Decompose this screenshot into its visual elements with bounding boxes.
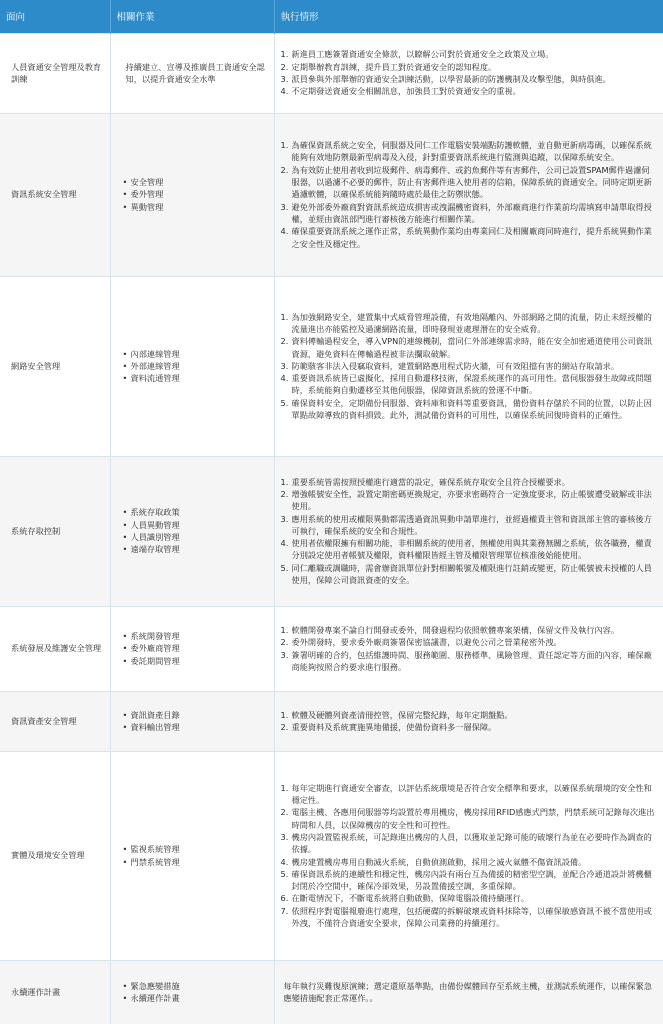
- status-item: 6. 在斷電情況下，不斷電系統將自動啟動，保障電腦設備持續運行。: [280, 893, 529, 904]
- related-work-item: • 異動管理: [123, 201, 268, 213]
- related-work-item: • 資料流通管理: [123, 372, 268, 384]
- status-list: [281, 311, 658, 422]
- related-work-item: • 永續運作計畫: [123, 992, 268, 1004]
- status-item: 4. 使用者依權限擁有相關功能，非相關系統的使用者，無權使用與其業務無關之系統，依各職務，權責分別設定使用者帳號及權限，資料權限皆經主管及權限管理單位核准後始能使用。: [280, 538, 652, 561]
- area-cell: 網路安全管理: [0, 276, 110, 456]
- status-item: 1. 軟體開發專案不論自行開發或委外，開發過程均依照軟體專案架構，保留文件及執行內容。: [280, 624, 620, 635]
- table-row: [0, 113, 663, 276]
- status-cell: [274, 606, 663, 691]
- related-work-item: • 安全管理: [123, 176, 268, 188]
- status-item: 1. 新進員工應簽署資通安全條款，以瞭解公司對於資通安全之政策及立場。: [280, 49, 554, 60]
- related-work-list: [123, 506, 268, 555]
- status-item: 2. 電腦主機、各應用伺服器等均設置於專用機房，機房採用RFID感應式門禁，門禁系統可記錄每次進出時間和人員，以保障機房的安全性和可控性。: [280, 807, 655, 830]
- area-cell: 資訊資產安全管理: [0, 691, 110, 751]
- table-row: [0, 751, 663, 960]
- table-header-row: [0, 0, 663, 33]
- related-work-item: • 系統存取政策: [123, 506, 268, 518]
- area-cell: 實體及環境安全管理: [0, 751, 110, 960]
- table-row: [0, 33, 663, 113]
- related-work-list: [123, 980, 268, 1005]
- area-cell: 系統發展及維護安全管理: [0, 606, 110, 691]
- status-item: 2. 資料傳輸過程安全，導入VPN的連線機制，當同仁外部連線需求時，能在安全加密通道使用公司資訊資源，避免資料在傳輸過程被非法攔取破解。: [280, 336, 653, 359]
- status-item: 5. 確保資訊系統的連續性和穩定性，機房內設有兩台互為備援的精密型空調，並配合冷通道設計將機櫃封閉於冷空間中，確保冷卻效果，另設置備援空調，多重保障。: [280, 868, 652, 892]
- related-work-cell: [110, 691, 274, 751]
- table-row: [0, 276, 663, 456]
- status-list: [281, 48, 658, 97]
- related-work-item: • 委託期間管理: [123, 655, 268, 667]
- related-work-item: • 緊急應變措施: [123, 980, 268, 992]
- status-cell: [274, 456, 663, 606]
- area-cell: 系統存取控制: [0, 456, 110, 606]
- status-item: 1. 為加強網路安全，建置集中式威脅管理設備，有效地隔離內、外部網路之間的流量，防止未經授權的流量進出亦能監控及過濾網路流量，即時發現並處理潛在的安全威脅。: [280, 311, 652, 334]
- related-work-item: • 內部連線管理: [123, 348, 268, 360]
- status-item: 2. 委外開發時，要求委外廠商簽署保密協議書，以避免公司之營業秘密外洩。: [280, 637, 562, 648]
- related-work-cell: [110, 456, 274, 606]
- status-text: 每年執行災難復原演練；選定還原基準點，由備份媒體回存至系統主機，並測試系統運作，以確保緊急應變措施配套正常運作。。: [283, 980, 652, 1004]
- status-item: 3. 應用系統的使用或權限異動都需透過資訊異動申請單進行，並經過權責主管和資訊部主管的審核後方可執行，確保系統的安全和合規性。: [280, 513, 652, 536]
- related-work-list: [123, 348, 268, 385]
- related-work-cell: [110, 276, 274, 456]
- status-list: [281, 139, 658, 250]
- status-item: 1. 軟體及硬體列資產清冊控管，保留完整紀錄，每年定期盤點。: [280, 709, 513, 720]
- status-item: 5. 同仁離職或調職時，需會辦資訊單位針對相關帳號及權限進行註銷或變更，防止帳號被未授權的人員使用，保障公司資訊資產的安全。: [280, 562, 652, 586]
- related-work-item: • 外部連線管理: [123, 360, 268, 372]
- table-row: [0, 456, 663, 606]
- related-work-item: • 監視系統管理: [123, 843, 268, 855]
- status-item: 7. 依照程序對電腦報廢進行處理，包括硬碟的拆解破壞或資料抹除等，以確保敏感資訊不被不當使用或外洩，不僅符合資通安全要求，保障公司業務的持續運行。: [280, 905, 652, 928]
- status-item: 2. 重要資料及系統實施異地備援，使備份資料多一層保障。: [280, 722, 497, 732]
- status-cell: [274, 960, 663, 1024]
- status-item: 5. 確保資料安全，定期備份伺服器、資料庫和資料等重要資訊，備份資料存儲於不同的位置，以防止因單點故障導致的資料損毀。此外，測試備份資料的可用性，以確保系統回復時資料的正確性。: [280, 397, 652, 421]
- status-item: 2. 增強帳號安全性，設置定期密碼更換規定，亦要求密碼符合一定強度要求，防止帳號遭受破解或非法使用。: [280, 488, 652, 512]
- area-cell: 人員資通安全管理及教育訓練: [0, 33, 110, 113]
- related-work-cell: [110, 113, 274, 276]
- related-work-item: • 門禁系統管理: [123, 856, 268, 868]
- related-work-list: [123, 709, 268, 734]
- table-row: [0, 691, 663, 751]
- status-list: [281, 476, 658, 587]
- table-row: [0, 960, 663, 1024]
- related-work-item: • 委外廠商管理: [123, 642, 268, 654]
- status-item: 1. 重要系統皆需按照授權進行適當的設定，確保系統存取安全且符合授權要求。: [280, 476, 570, 487]
- status-item: 2. 定期舉辦教育訓練，提升員工對於資通安全的認知程度。: [280, 61, 497, 72]
- status-item: 1. 每年定期進行資通安全審查，以評估系統環境是否符合安全標準和要求，以確保系統環境的安全性和穩定性。: [280, 782, 652, 806]
- related-work-item: • 資訊資產目錄: [123, 709, 268, 721]
- status-item: 1. 為確保資訊系統之安全，伺服器及同仁工作電腦安裝端點防護軟體，並自動更新病毒碼，以確保系統能夠有效地防禦最新型病毒及入侵，針對重要資訊系統進行監測與追蹤，以保障系統安全。: [280, 140, 652, 163]
- status-item: 3. 防範駭客非法入侵竊取資料，建置網路應用程式防火牆，可有效阻擋有害的網站存取請求。: [280, 360, 620, 371]
- related-work-text: 持續建立、宣導及推廣員工資通安全認知，以提升資通安全水準: [125, 61, 265, 84]
- related-work-cell: [110, 960, 274, 1024]
- status-item: 3. 簽署明確的合約，包括維護時間、服務範圍、服務標準、風險管理、責任認定等方面的內容，確保廠商能夠按照合約要求進行服務。: [280, 649, 652, 672]
- status-item: 4. 不定期發送資通安全相關訊息，加強員工對於資通安全的重視。: [280, 86, 521, 97]
- status-cell: [274, 33, 663, 113]
- table-row: [0, 606, 663, 691]
- related-work-item: • 人員異動管理: [123, 519, 268, 531]
- related-work-list: [123, 630, 268, 667]
- related-work-item: • 人員識別管理: [123, 531, 268, 543]
- related-work-cell: [110, 751, 274, 960]
- header-related-work: 相關作業: [110, 0, 274, 33]
- status-list: [281, 709, 658, 734]
- status-cell: [274, 276, 663, 456]
- related-work-item: • 遠端存取管理: [123, 543, 268, 555]
- related-work-cell: [110, 33, 274, 113]
- status-cell: [274, 113, 663, 276]
- related-work-list: [123, 176, 268, 213]
- status-item: 4. 重要資訊系統皆已虛擬化，採用自動遷移技術，保證系統運作的高可用性。當伺服器發生故障或問題時，系統能夠自動遷移至其他伺服器，保障資訊系統的營運不中斷。: [280, 373, 652, 396]
- status-item: 2. 為有效防止使用者收到垃圾郵件、病毒郵件、或釣魚郵件等有害郵件，公司已設置SPAM郵件過濾伺服器，以過濾不必要的郵件，防止有害郵件進入使用者的信箱，保障系統的資通安全。同時定期更新過濾軟體，以確保系統能夠隨時處於最佳之防禦狀態。: [280, 164, 652, 200]
- status-cell: [274, 751, 663, 960]
- status-item: 3. 派員參與外部舉辦的資通安全訓練活動，以學習最新的防護機制及攻擊型態，與時俱進。: [280, 74, 611, 84]
- status-cell: [274, 691, 663, 751]
- status-item: 3. 避免外部委外廠商對資訊系統造成損害或洩漏機密資料，外部廠商進行作業前均需填寫申請單取得授權，並經由資訊部門進行審核後方能進行相關作業。: [280, 201, 652, 224]
- area-cell: 永續運作計畫: [0, 960, 110, 1024]
- status-item: 4. 機房建置機房專用自動滅火系統，自動偵測啟動，採用之滅火氣體不傷資訊設備。: [280, 856, 587, 867]
- related-work-item: • 資料輸出管理: [123, 721, 268, 733]
- related-work-item: • 委外管理: [123, 188, 268, 200]
- related-work-item: • 系統開發管理: [123, 630, 268, 642]
- related-work-cell: [110, 606, 274, 691]
- header-status: 執行情形: [274, 0, 663, 33]
- status-list: [281, 782, 658, 930]
- status-list: [281, 624, 658, 673]
- header-area: 面向: [0, 0, 110, 33]
- status-item: 4. 確保重要資訊系統之運作正常，系統異動作業均由專業同仁及相關廠商同時進行，提升系統異動作業之安全性及穩定性。: [280, 226, 652, 249]
- status-item: 3. 機房內設置監視系統，可記錄進出機房的人員，以獲取並記錄可能的破壞行為並在必要時作為調查的依據。: [280, 831, 652, 855]
- area-cell: 資訊系統安全管理: [0, 113, 110, 276]
- related-work-list: [123, 843, 268, 868]
